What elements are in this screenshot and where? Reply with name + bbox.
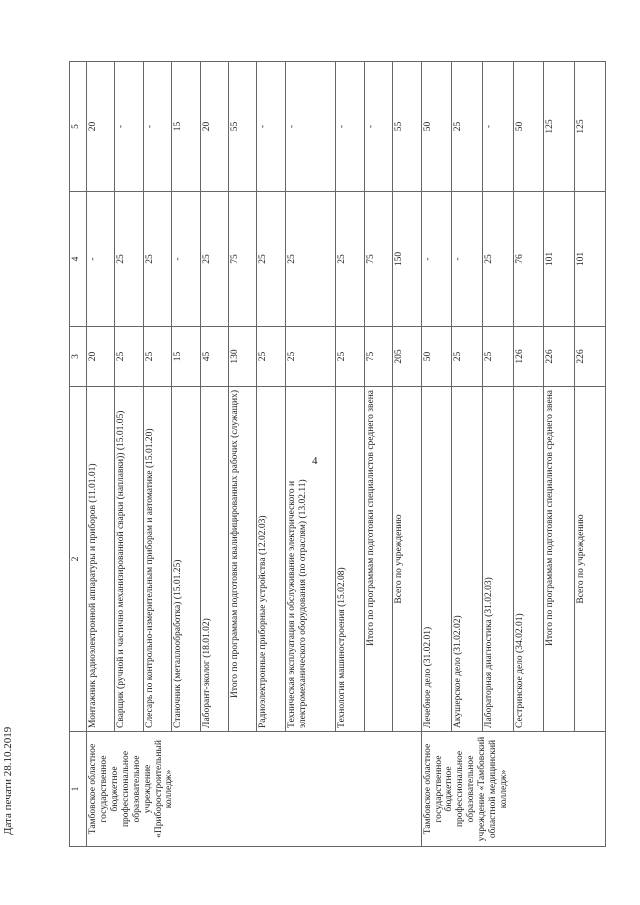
cell-col4: 75 xyxy=(364,192,392,327)
cell-total: 130 xyxy=(228,327,256,387)
cell-total: 45 xyxy=(200,327,228,387)
table-row xyxy=(513,62,544,847)
cell-col5: 15 xyxy=(172,62,200,192)
cell-col5: 125 xyxy=(575,62,606,192)
cell-col5: - xyxy=(483,62,514,192)
table-row xyxy=(115,62,143,847)
subtotal-row xyxy=(544,62,575,847)
table-row xyxy=(87,62,115,847)
subtotal-row xyxy=(228,62,256,847)
program-name: Слесарь по контрольно-измерительным приборам и автоматике (15.01.20) xyxy=(143,387,171,732)
program-name: Станочник (металлообработка) (15.01.25) xyxy=(172,387,200,732)
table-row xyxy=(143,62,171,847)
page-number: 4 xyxy=(312,455,318,467)
subtotal-label: Итого по программам подготовки специалистов среднего звена xyxy=(364,387,392,732)
admission-plan-table xyxy=(69,61,606,847)
program-name: Лечебное дело (31.02.01) xyxy=(421,387,452,732)
cell-col5: - xyxy=(115,62,143,192)
program-name: Монтажник радиоэлектронной аппаратуры и приборов (11.01.01) xyxy=(87,387,115,732)
table-row xyxy=(421,62,452,847)
cell-col5: - xyxy=(143,62,171,192)
program-name: Радиоэлектронные приборные устройства (12.02.03) xyxy=(257,387,285,732)
program-name: Лабораторная диагностика (31.02.03) xyxy=(483,387,514,732)
cell-col4: 25 xyxy=(257,192,285,327)
cell-col5: 20 xyxy=(200,62,228,192)
table-row xyxy=(452,62,483,847)
table-row xyxy=(336,62,364,847)
program-name: Техническая эксплуатация и обслуживание электрического и электромеханического оборудования (по отраслям) (13.02.11) xyxy=(285,387,336,732)
cell-col5: - xyxy=(257,62,285,192)
cell-col4: 75 xyxy=(228,192,256,327)
total-label: Всего по учреждению xyxy=(393,387,421,732)
cell-total: 226 xyxy=(544,327,575,387)
cell-total: 126 xyxy=(513,327,544,387)
cell-total: 50 xyxy=(421,327,452,387)
institution-name: Тамбовское областное государственное бюджетное профессиональное образовательное учреждение «Тамбовский областной медицинский колледж» xyxy=(421,732,605,847)
cell-total: 25 xyxy=(483,327,514,387)
table-row xyxy=(285,62,336,847)
cell-col4: 76 xyxy=(513,192,544,327)
total-label: Всего по учреждению xyxy=(575,387,606,732)
table-row xyxy=(172,62,200,847)
program-name: Сварщик (ручной и частично механизированной сварки (наплавки)) (15.01.05) xyxy=(115,387,143,732)
cell-col4: - xyxy=(421,192,452,327)
cell-total: 25 xyxy=(336,327,364,387)
cell-col4: 25 xyxy=(336,192,364,327)
cell-col4: 101 xyxy=(544,192,575,327)
column-header: 3 xyxy=(70,327,87,387)
cell-col4: 101 xyxy=(575,192,606,327)
cell-total: 25 xyxy=(452,327,483,387)
column-header: 4 xyxy=(70,192,87,327)
table-row xyxy=(483,62,514,847)
cell-total: 25 xyxy=(257,327,285,387)
cell-col5: 25 xyxy=(452,62,483,192)
cell-total: 20 xyxy=(87,327,115,387)
cell-col4: 150 xyxy=(393,192,421,327)
subtotal-label: Итого по программам подготовки специалистов среднего звена xyxy=(544,387,575,732)
program-name: Акушерское дело (31.02.02) xyxy=(452,387,483,732)
subtotal-label: Итого по программам подготовки квалифицированных рабочих (служащих) xyxy=(228,387,256,732)
cell-col4: 25 xyxy=(285,192,336,327)
cell-total: 205 xyxy=(393,327,421,387)
cell-col5: 20 xyxy=(87,62,115,192)
cell-col4: 25 xyxy=(483,192,514,327)
table-row xyxy=(257,62,285,847)
total-row xyxy=(575,62,606,847)
cell-col5: 50 xyxy=(513,62,544,192)
cell-col5: 125 xyxy=(544,62,575,192)
cell-total: 25 xyxy=(115,327,143,387)
cell-col5: 50 xyxy=(421,62,452,192)
cell-col5: 55 xyxy=(393,62,421,192)
cell-col4: - xyxy=(172,192,200,327)
institution-name: Тамбовское областное государственное бюджетное профессиональное образовательное учреждение «Приборостроительный колледж» xyxy=(87,732,422,847)
column-header: 5 xyxy=(70,62,87,192)
program-name: Лаборант-эколог (18.01.02) xyxy=(200,387,228,732)
cell-total: 226 xyxy=(575,327,606,387)
cell-col5: - xyxy=(285,62,336,192)
cell-total: 25 xyxy=(285,327,336,387)
program-name: Технология машиностроения (15.02.08) xyxy=(336,387,364,732)
cell-col4: 25 xyxy=(115,192,143,327)
cell-col4: - xyxy=(87,192,115,327)
header-row xyxy=(70,62,87,847)
cell-col4: 25 xyxy=(200,192,228,327)
program-name: Сестринское дело (34.02.01) xyxy=(513,387,544,732)
cell-col4: 25 xyxy=(143,192,171,327)
cell-total: 75 xyxy=(364,327,392,387)
cell-total: 25 xyxy=(143,327,171,387)
table-row xyxy=(200,62,228,847)
cell-total: 15 xyxy=(172,327,200,387)
print-date: Дата печати 28.10.2019 xyxy=(2,726,14,835)
column-header: 1 xyxy=(70,732,87,847)
cell-col5: 55 xyxy=(228,62,256,192)
cell-col5: - xyxy=(364,62,392,192)
subtotal-row xyxy=(364,62,392,847)
cell-col4: - xyxy=(452,192,483,327)
rotated-table-container xyxy=(69,62,606,847)
cell-col5: - xyxy=(336,62,364,192)
column-header: 2 xyxy=(70,387,87,732)
total-row xyxy=(393,62,421,847)
